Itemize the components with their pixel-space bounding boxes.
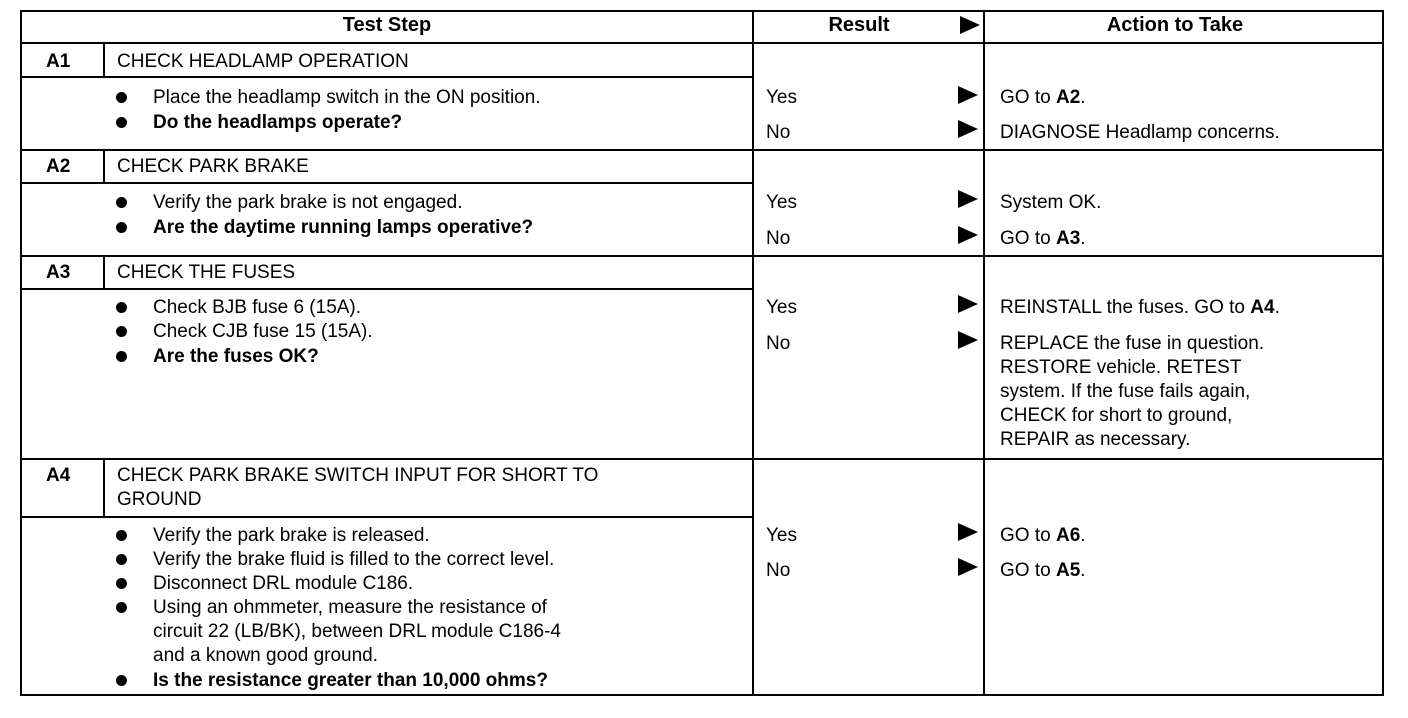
header-arrow-icon: [960, 16, 980, 34]
id-divider-a2: [103, 150, 105, 184]
step-title-a4-line-2: GROUND: [117, 489, 202, 510]
bullet-icon: [116, 222, 127, 233]
a2-action-no: GO to A3.: [1000, 228, 1086, 249]
a2-bullet-1: Verify the park brake is not engaged.: [153, 192, 463, 213]
a2-title-rule: [20, 182, 753, 184]
a2-result-no: No: [766, 228, 791, 249]
bullet-icon: [116, 602, 127, 613]
a1-result-no: No: [766, 122, 791, 143]
arrow-icon: [958, 523, 978, 541]
id-divider-a4: [103, 459, 105, 517]
bullet-icon: [116, 675, 127, 686]
a3-action-no-line-3: system. If the fuse fails again,: [1000, 381, 1251, 402]
a2-action-yes: System OK.: [1000, 192, 1102, 213]
step-title-a4-line-1: CHECK PARK BRAKE SWITCH INPUT FOR SHORT TO: [117, 465, 599, 486]
a4-action-yes: GO to A6.: [1000, 525, 1086, 546]
step-id-a4: A4: [46, 465, 71, 486]
a3-action-no-line-5: REPAIR as necessary.: [1000, 429, 1191, 450]
a1-action-yes: GO to A2.: [1000, 87, 1086, 108]
a3-action-no-line-4: CHECK for short to ground,: [1000, 405, 1233, 426]
col-divider-result: [752, 10, 754, 696]
a4-bullet-2: Verify the brake fluid is filled to the correct level.: [153, 549, 555, 570]
a4-result-no: No: [766, 560, 791, 581]
a2-result-yes: Yes: [766, 192, 797, 213]
a1-title-rule: [20, 76, 753, 78]
a4-action-no: GO to A5.: [1000, 560, 1086, 581]
a4-bullet-4-line-1: Using an ohmmeter, measure the resistance of: [153, 597, 547, 618]
header-test-step: Test Step: [342, 14, 432, 36]
arrow-icon: [958, 295, 978, 313]
step-id-a1: A1: [46, 51, 71, 72]
a4-result-yes: Yes: [766, 525, 797, 546]
a3-title-rule: [20, 288, 753, 290]
arrow-icon: [958, 331, 978, 349]
arrow-icon: [958, 86, 978, 104]
bullet-icon: [116, 578, 127, 589]
a1-bottom-rule: [20, 149, 1384, 151]
a3-action-no-line-2: RESTORE vehicle. RETEST: [1000, 357, 1242, 378]
a3-action-no-line-1: REPLACE the fuse in question.: [1000, 333, 1265, 354]
col-divider-action: [983, 10, 985, 696]
a1-bullet-2: Do the headlamps operate?: [153, 112, 403, 133]
arrow-icon: [958, 120, 978, 138]
arrow-icon: [958, 558, 978, 576]
step-title-a1: CHECK HEADLAMP OPERATION: [117, 51, 409, 72]
a3-bottom-rule: [20, 458, 1384, 460]
header-result: Result: [828, 14, 890, 36]
bullet-icon: [116, 92, 127, 103]
header-rule: [20, 42, 1384, 44]
arrow-icon: [958, 190, 978, 208]
a4-bullet-4-line-2: circuit 22 (LB/BK), between DRL module C186-4: [153, 621, 561, 642]
a3-bullet-3: Are the fuses OK?: [153, 346, 319, 367]
a4-bullet-5: Is the resistance greater than 10,000 ohms?: [153, 670, 548, 691]
a1-bullet-1: Place the headlamp switch in the ON position.: [153, 87, 541, 108]
step-id-a3: A3: [46, 262, 71, 283]
arrow-icon: [958, 226, 978, 244]
a2-bottom-rule: [20, 255, 1384, 257]
a3-bullet-2: Check CJB fuse 15 (15A).: [153, 321, 373, 342]
step-title-a3: CHECK THE FUSES: [117, 262, 296, 283]
id-divider-a1: [103, 44, 105, 78]
a3-result-yes: Yes: [766, 297, 797, 318]
bullet-icon: [116, 351, 127, 362]
header-action: Action to Take: [1106, 14, 1244, 36]
bullet-icon: [116, 554, 127, 565]
id-divider-a3: [103, 256, 105, 290]
bullet-icon: [116, 326, 127, 337]
bullet-icon: [116, 197, 127, 208]
a4-bullet-1: Verify the park brake is released.: [153, 525, 430, 546]
bullet-icon: [116, 530, 127, 541]
bullet-icon: [116, 117, 127, 128]
a4-title-rule: [20, 516, 753, 518]
a2-bullet-2: Are the daytime running lamps operative?: [153, 217, 534, 238]
a3-result-no: No: [766, 333, 791, 354]
step-id-a2: A2: [46, 156, 71, 177]
a3-action-yes: REINSTALL the fuses. GO to A4.: [1000, 297, 1280, 318]
a3-bullet-1: Check BJB fuse 6 (15A).: [153, 297, 362, 318]
a1-result-yes: Yes: [766, 87, 797, 108]
bullet-icon: [116, 302, 127, 313]
a4-bullet-3: Disconnect DRL module C186.: [153, 573, 414, 594]
a1-action-no: DIAGNOSE Headlamp concerns.: [1000, 122, 1280, 143]
a4-bullet-4-line-3: and a known good ground.: [153, 645, 379, 666]
step-title-a2: CHECK PARK BRAKE: [117, 156, 309, 177]
